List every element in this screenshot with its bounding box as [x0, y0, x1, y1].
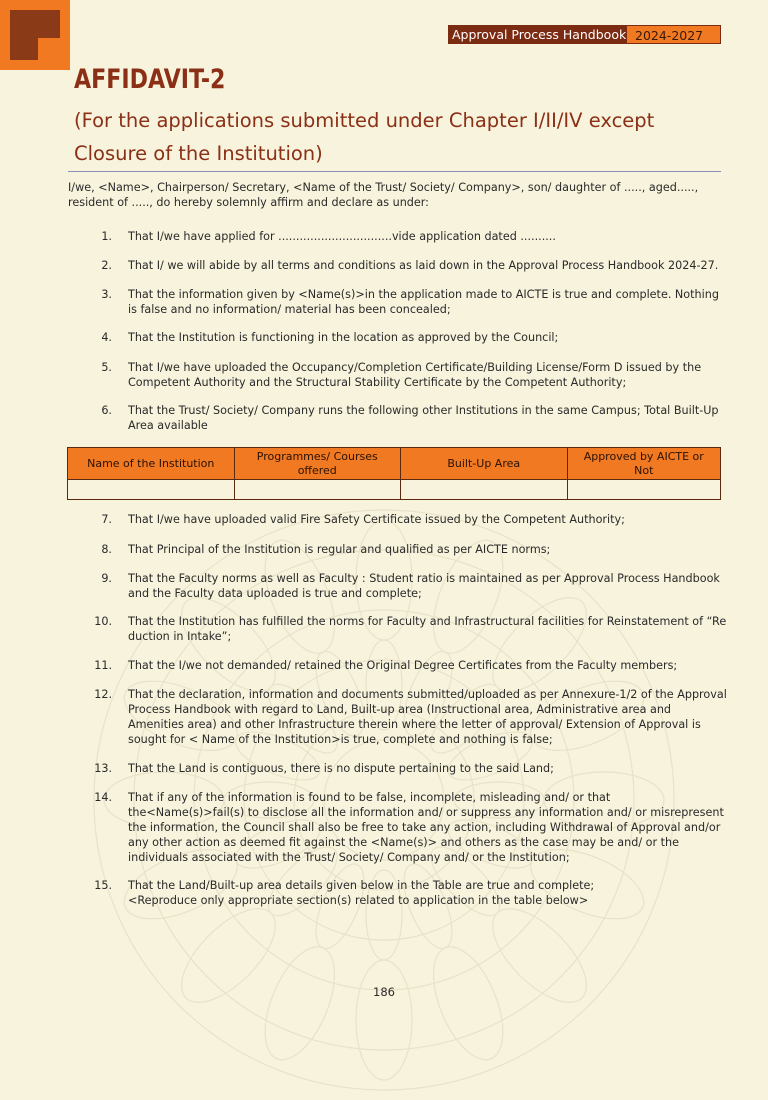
- item-text: That the Institution is functioning in the location as approved by the Council;: [128, 331, 559, 344]
- table-cell: [567, 480, 721, 500]
- item-text: That I/we have uploaded valid Fire Safety Certificate issued by the Competent Authority;: [128, 513, 625, 526]
- list-item: [68, 512, 728, 527]
- corner-logo-shape: [0, 0, 70, 70]
- list-item: [68, 878, 728, 908]
- item-text: That the Institution has fulfilled the norms for Faculty and Infrastructural facilities for Reinstatement of “Re duction in Intake”;: [128, 615, 727, 643]
- page-subtitle: (For the applications submitted under Chapter I/II/IV except Closure of the Institution): [74, 109, 655, 165]
- page-number: 186: [373, 985, 395, 999]
- handbook-label: Approval Process Handbook: [448, 25, 626, 44]
- table-cell: [234, 480, 401, 500]
- item-text: That Principal of the Institution is regular and qualified as per AICTE norms;: [128, 543, 551, 556]
- item-text: That the Trust/ Society/ Company runs the following other Institutions in the same Campus; Total Built-Up Area available: [128, 404, 719, 432]
- item-text: That the information given by <Name(s)>in the application made to AICTE is true and complete. Nothing is false and no information/ material has been concealed;: [128, 288, 719, 316]
- item-text-block: [112, 878, 728, 908]
- list-item: [68, 360, 728, 390]
- list-item: [68, 687, 728, 747]
- table-header-cell: Programmes/ Courses offered: [234, 448, 401, 480]
- institutions-table: [67, 447, 721, 500]
- list-item: [68, 542, 728, 557]
- table-header-row: [68, 448, 721, 480]
- table-cell: [401, 480, 568, 500]
- item-number: 3.: [101, 288, 112, 301]
- item-text: That the I/we not demanded/ retained the Original Degree Certificates from the Faculty members;: [128, 659, 678, 672]
- list-item: [68, 614, 728, 644]
- intro-paragraph: I/we, <Name>, Chairperson/ Secretary, <Name of the Trust/ Society/ Company>, son/ daughter of ....., aged....., resident of ....., do hereby solemnly affirm and declare as under:: [68, 181, 699, 209]
- item-text: That the Faculty norms as well as Faculty : Student ratio is maintained as per Approval Process Handbook and the Faculty data uploaded is true and complete;: [128, 572, 720, 600]
- list-item: [68, 287, 728, 317]
- table-header-cell: Name of the Institution: [68, 448, 235, 480]
- item-text: That I/we have uploaded the Occupancy/Completion Certificate/Building License/Form D issued by the Competent Authority and the Structural Stability Certificate by the Competent Authority;: [128, 361, 702, 389]
- item-number: 7.: [101, 513, 112, 526]
- item-number: 8.: [101, 543, 112, 556]
- list-item: [68, 571, 728, 601]
- list-item: [68, 258, 728, 273]
- item-text: That the Land is contiguous, there is no dispute pertaining to the said Land;: [128, 762, 554, 775]
- item-number: 15.: [94, 879, 112, 892]
- item-number: 1.: [101, 230, 112, 243]
- item-number: 6.: [101, 404, 112, 417]
- table-row: [68, 480, 721, 500]
- table-cell: [68, 480, 235, 500]
- title-divider: [68, 171, 721, 172]
- table-header-cell: Built-Up Area: [401, 448, 568, 480]
- item-number: 5.: [101, 361, 112, 374]
- item-number: 10.: [94, 615, 112, 628]
- item-text: That the declaration, information and documents submitted/uploaded as per Annexure-1/2 of the Approval Process Handbook with regard to Land, Built-up area (Instructional area, Administrative area and Amenities area) and other Infrastructure therein where the letter of approval/ Extension of Approval is sought for < Name of the Institution>is true, complete and nothing is false;: [128, 688, 727, 746]
- item-number: 9.: [101, 572, 112, 585]
- handbook-header: [448, 25, 721, 44]
- item-text: That if any of the information is found to be false, incomplete, misleading and/ or that the<Name(s)>fail(s) to disclose all the information and/ or suppress any information and/ or misrepresent the information, the Council shall also be free to take any action, including Withdrawal of Approval and/or any other action as deemed fit against the <Name(s)> and others as the case may be and/ or the individuals associated with the Trust/ Society/ Company and/ or the Institution;: [128, 791, 724, 864]
- item-note: <Reproduce only appropriate section(s) related to application in the table below>: [128, 894, 589, 907]
- item-text: That the Land/Built-up area details given below in the Table are true and complete;: [128, 879, 595, 892]
- list-item: [68, 761, 728, 776]
- item-number: 4.: [101, 331, 112, 344]
- item-text: That I/we have applied for ................................vide application dated ..........: [128, 230, 556, 243]
- item-number: 2.: [101, 259, 112, 272]
- handbook-years: 2024-2027: [626, 25, 721, 44]
- table-header-cell: Approved by AICTE or Not: [567, 448, 721, 480]
- page-title: AFFIDAVIT-2: [74, 64, 226, 95]
- item-number: 12.: [94, 688, 112, 701]
- list-item: [68, 658, 728, 673]
- item-text: That I/ we will abide by all terms and conditions as laid down in the Approval Process Handbook 2024-27.: [128, 259, 719, 272]
- list-item: [68, 330, 728, 345]
- list-item: [68, 229, 728, 244]
- item-number: 11.: [94, 659, 112, 672]
- list-item: [68, 790, 728, 865]
- item-number: 13.: [94, 762, 112, 775]
- item-number: 14.: [94, 791, 112, 804]
- list-item: [68, 403, 728, 433]
